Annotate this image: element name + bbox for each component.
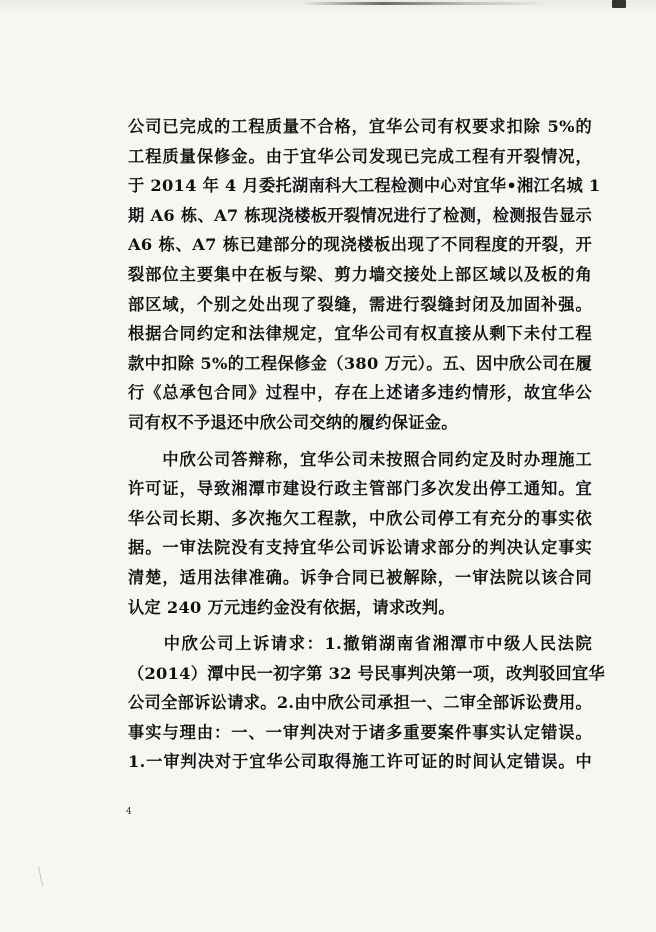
page-number: 4 (126, 807, 132, 817)
text-line: 1.一审判决对于宜华公司取得施工许可证的时间认定错误。中 (128, 752, 592, 772)
text-line: （2014）潭中民一初字第 32 号民事判决第一项，改判驳回宜华 (128, 663, 605, 683)
text-line: 事实与理由：一、一审判决对于诸多重要案件事实认定错误。 (128, 722, 592, 742)
text-line: 根据合同约定和法律规定，宜华公司有权直接从剩下未付工程 (128, 324, 592, 344)
text-line: 部区域，个别之处出现了裂缝，需进行裂缝封闭及加固补强。 (128, 294, 592, 314)
text-line: 清楚，适用法律准确。诉争合同已被解除，一审法院以该合同 (128, 567, 592, 587)
text-line: 公司全部诉讼请求。2.由中欣公司承担一、二审全部诉讼费用。 (128, 693, 592, 713)
text-line: 华公司长期、多次拖欠工程款，中欣公司停工有充分的事实依 (128, 508, 592, 528)
text-line: 于 2014 年 4 月委托湖南科大工程检测中心对宜华•湘江名城 1 (128, 176, 601, 196)
text-line: A6 栋、A7 栋已建部分的现浇楼板出现了不同程度的开裂，开 (128, 235, 592, 255)
scan-mark (612, 0, 626, 8)
scan-smudge (38, 866, 48, 887)
text-line: 认定 240 万元违约金没有依据，请求改判。 (128, 597, 455, 617)
text-line: 中欣公司上诉请求：1.撤销湖南省湘潭市中级人民法院 (128, 634, 592, 654)
body-text (128, 112, 605, 777)
text-line: 公司已完成的工程质量不合格，宜华公司有权要求扣除 5%的 (128, 117, 592, 136)
text-line: 据。一审法院没有支持宜华公司诉讼请求部分的判决认定事实 (128, 538, 592, 558)
scan-streak (300, 2, 550, 5)
text-line: 许可证，导致湘潭市建设行政主管部门多次发出停工通知。宜 (128, 479, 592, 499)
text-line: 中欣公司答辩称，宜华公司未按照合同约定及时办理施工 (128, 449, 592, 469)
text-line: 款中扣除 5%的工程保修金（380 万元）。五、因中欣公司在履 (128, 353, 592, 373)
text-line: 工程质量保修金。由于宜华公司发现已完成工程有开裂情况， (128, 146, 592, 166)
text-line: 裂部位主要集中在板与梁、剪力墙交接处上部区域以及板的角 (128, 264, 592, 284)
text-line: 期 A6 栋、A7 栋现浇楼板开裂情况进行了检测，检测报告显示 (128, 205, 592, 225)
text-line: 司有权不予退还中欣公司交纳的履约保证金。 (128, 412, 458, 432)
text-line: 行《总承包合同》过程中，存在上述诸多违约情形，故宜华公 (128, 383, 592, 403)
